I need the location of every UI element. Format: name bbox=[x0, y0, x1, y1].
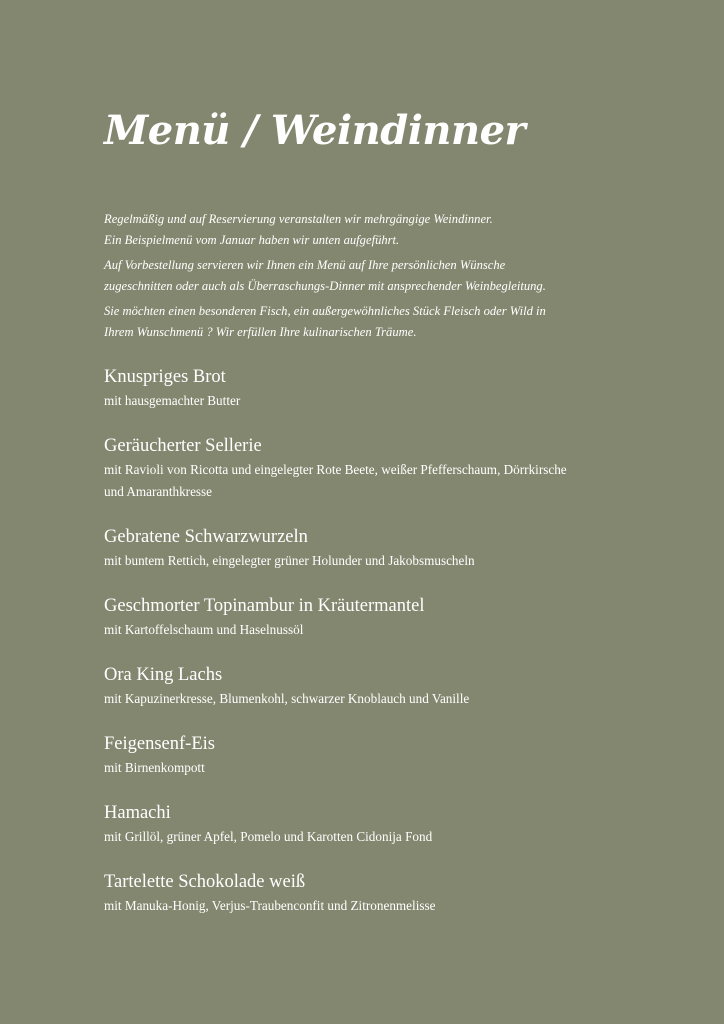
intro-paragraph bbox=[104, 209, 664, 251]
intro-line: Auf Vorbestellung servieren wir Ihnen ein Menü auf Ihre persönlichen Wünsche bbox=[104, 258, 506, 272]
course-item bbox=[104, 662, 694, 731]
course-list bbox=[104, 364, 694, 938]
course-item bbox=[104, 593, 694, 662]
course-item bbox=[104, 433, 694, 524]
course-description: mit buntem Rettich, eingelegter grüner Holunder und Jakobsmuscheln bbox=[104, 553, 475, 568]
course-description: mit Ravioli von Ricotta und eingelegter Rote Beete, weißer Pfefferschaum, Dörrkirsche und Amaranthkresse bbox=[104, 462, 567, 499]
intro-paragraph bbox=[104, 255, 664, 297]
intro-line: Ein Beispielmenü vom Januar haben wir unten aufgeführt. bbox=[104, 233, 400, 247]
course-name: Geschmorter Topinambur in Kräutermantel bbox=[104, 596, 425, 616]
course-description: mit Kapuzinerkresse, Blumenkohl, schwarzer Knoblauch und Vanille bbox=[104, 691, 470, 706]
course-item bbox=[104, 524, 694, 593]
course-item bbox=[104, 800, 694, 869]
course-item bbox=[104, 869, 694, 938]
intro-text bbox=[104, 209, 664, 347]
course-name: Tartelette Schokolade weiß bbox=[104, 872, 306, 892]
intro-line: Ihrem Wunschmenü ? Wir erfüllen Ihre kulinarischen Träume. bbox=[104, 325, 417, 339]
intro-line: Regelmäßig und auf Reservierung veranstalten wir mehrgängige Weindinner. bbox=[104, 212, 493, 226]
course-description: mit Grillöl, grüner Apfel, Pomelo und Karotten Cidonija Fond bbox=[104, 829, 433, 844]
course-name: Feigensenf-Eis bbox=[104, 734, 215, 754]
intro-line: zugeschnitten oder auch als Überraschungs-Dinner mit ansprechender Weinbegleitung. bbox=[104, 279, 546, 293]
intro-paragraph bbox=[104, 301, 664, 343]
course-name: Hamachi bbox=[104, 803, 171, 823]
course-description: mit Birnenkompott bbox=[104, 760, 205, 775]
course-description: mit hausgemachter Butter bbox=[104, 393, 241, 408]
course-item bbox=[104, 364, 694, 433]
course-description: mit Kartoffelschaum und Haselnussöl bbox=[104, 622, 304, 637]
course-item bbox=[104, 731, 694, 800]
course-description: mit Manuka-Honig, Verjus-Traubenconfit und Zitronenmelisse bbox=[104, 898, 436, 913]
intro-line: Sie möchten einen besonderen Fisch, ein außergewöhnliches Stück Fleisch oder Wild in bbox=[104, 304, 546, 318]
course-name: Geräucherter Sellerie bbox=[104, 436, 262, 456]
course-name: Knuspriges Brot bbox=[104, 367, 226, 387]
course-name: Ora King Lachs bbox=[104, 665, 223, 685]
course-name: Gebratene Schwarzwurzeln bbox=[104, 527, 308, 547]
page-title: Menü / Weindinner bbox=[104, 107, 526, 154]
